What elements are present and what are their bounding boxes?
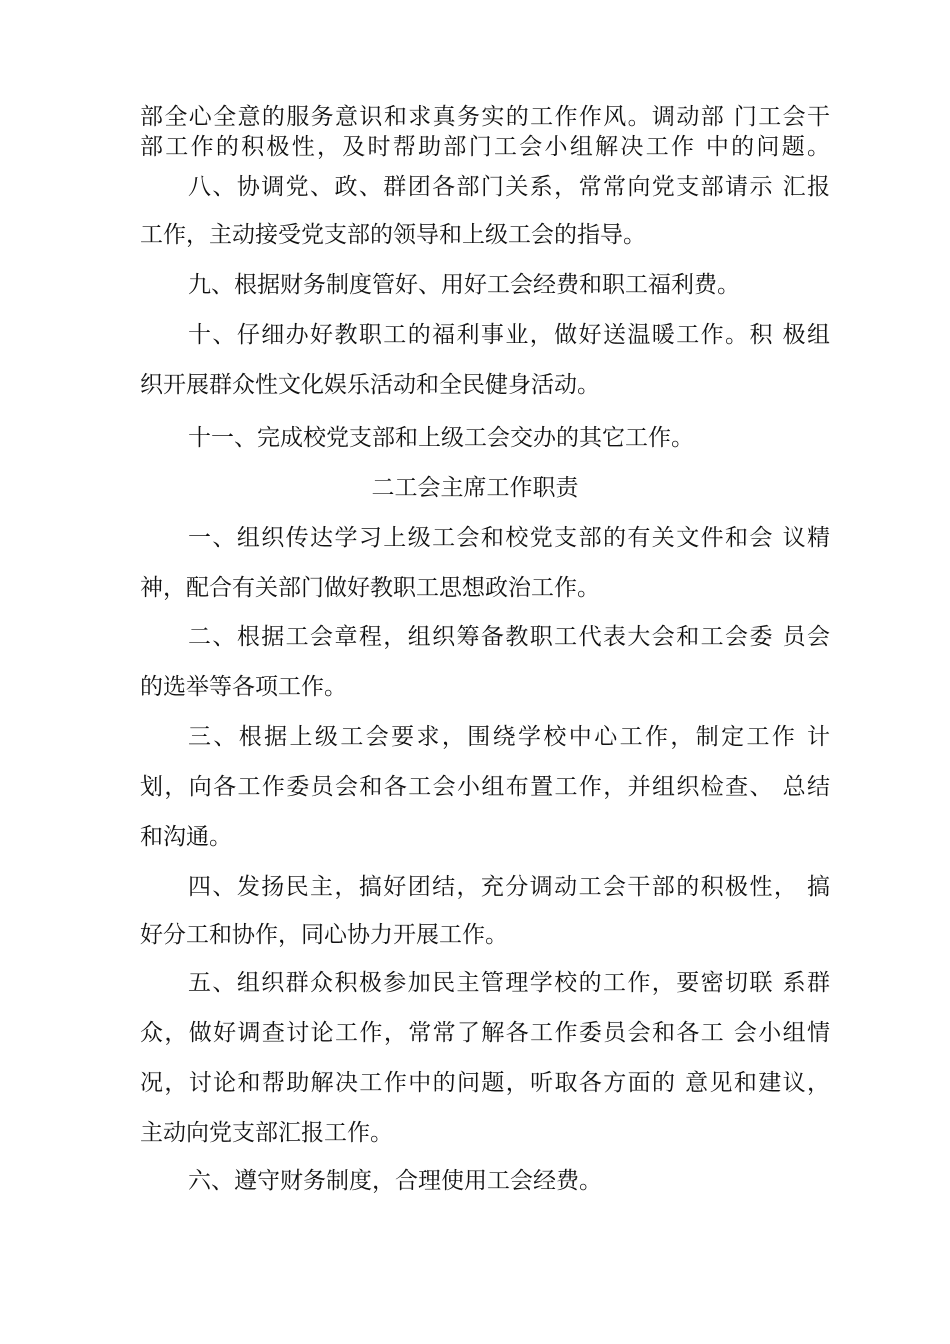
duty-5-line: 众，做好调查讨论工作，常常了解各工作委员会和各工 会小组情 xyxy=(140,1020,830,1046)
paragraph-8-line: 八、协调党、政、群团各部门关系，常常向党支部请示 汇报 xyxy=(188,174,830,200)
paragraph-10-line: 十、仔细办好教职工的福利事业，做好送温暖工作。积 极组 xyxy=(188,322,830,348)
paragraph-10-line: 织开展群众性文化娱乐活动和全民健身活动。 xyxy=(140,372,600,398)
duty-2-line: 的选举等各项工作。 xyxy=(140,674,347,700)
duty-4-line: 四、发扬民主，搞好团结，充分调动工会干部的积极性， 搞 xyxy=(188,874,830,900)
text-line: 部全心全意的服务意识和求真务实的工作作风。调动部 门工会干 xyxy=(140,104,830,130)
duty-1-line: 一、组织传达学习上级工会和校党支部的有关文件和会 议精 xyxy=(188,525,830,551)
paragraph-9-line: 九、根据财务制度管好、用好工会经费和职工福利费。 xyxy=(188,272,740,298)
duty-3-line: 划，向各工作委员会和各工会小组布置工作，并组织检查、 总结 xyxy=(140,774,830,800)
duty-1-line: 神，配合有关部门做好教职工思想政治工作。 xyxy=(140,575,600,601)
paragraph-11-line: 十一、完成校党支部和上级工会交办的其它工作。 xyxy=(188,425,694,451)
duty-4-line: 好分工和协作，同心协力开展工作。 xyxy=(140,922,508,948)
duty-5-line: 五、组织群众积极参加民主管理学校的工作，要密切联 系群 xyxy=(188,970,830,996)
duty-2-line: 二、根据工会章程，组织筹备教职工代表大会和工会委 员会 xyxy=(188,624,830,650)
section-heading: 二工会主席工作职责 xyxy=(371,475,579,501)
text-line: 部工作的积极性，及时帮助部门工会小组解决工作 中的问题。 xyxy=(140,134,830,160)
paragraph-8-line: 工作，主动接受党支部的领导和上级工会的指导。 xyxy=(140,222,646,248)
duty-3-line: 和沟通。 xyxy=(140,824,232,850)
duty-5-line: 主动向党支部汇报工作。 xyxy=(140,1120,393,1146)
duty-5-line: 况，讨论和帮助解决工作中的问题，听取各方面的 意见和建议， xyxy=(140,1070,830,1096)
duty-3-line: 三、根据上级工会要求，围绕学校中心工作，制定工作 计 xyxy=(188,724,830,750)
duty-6-line: 六、遵守财务制度，合理使用工会经费。 xyxy=(188,1168,602,1194)
